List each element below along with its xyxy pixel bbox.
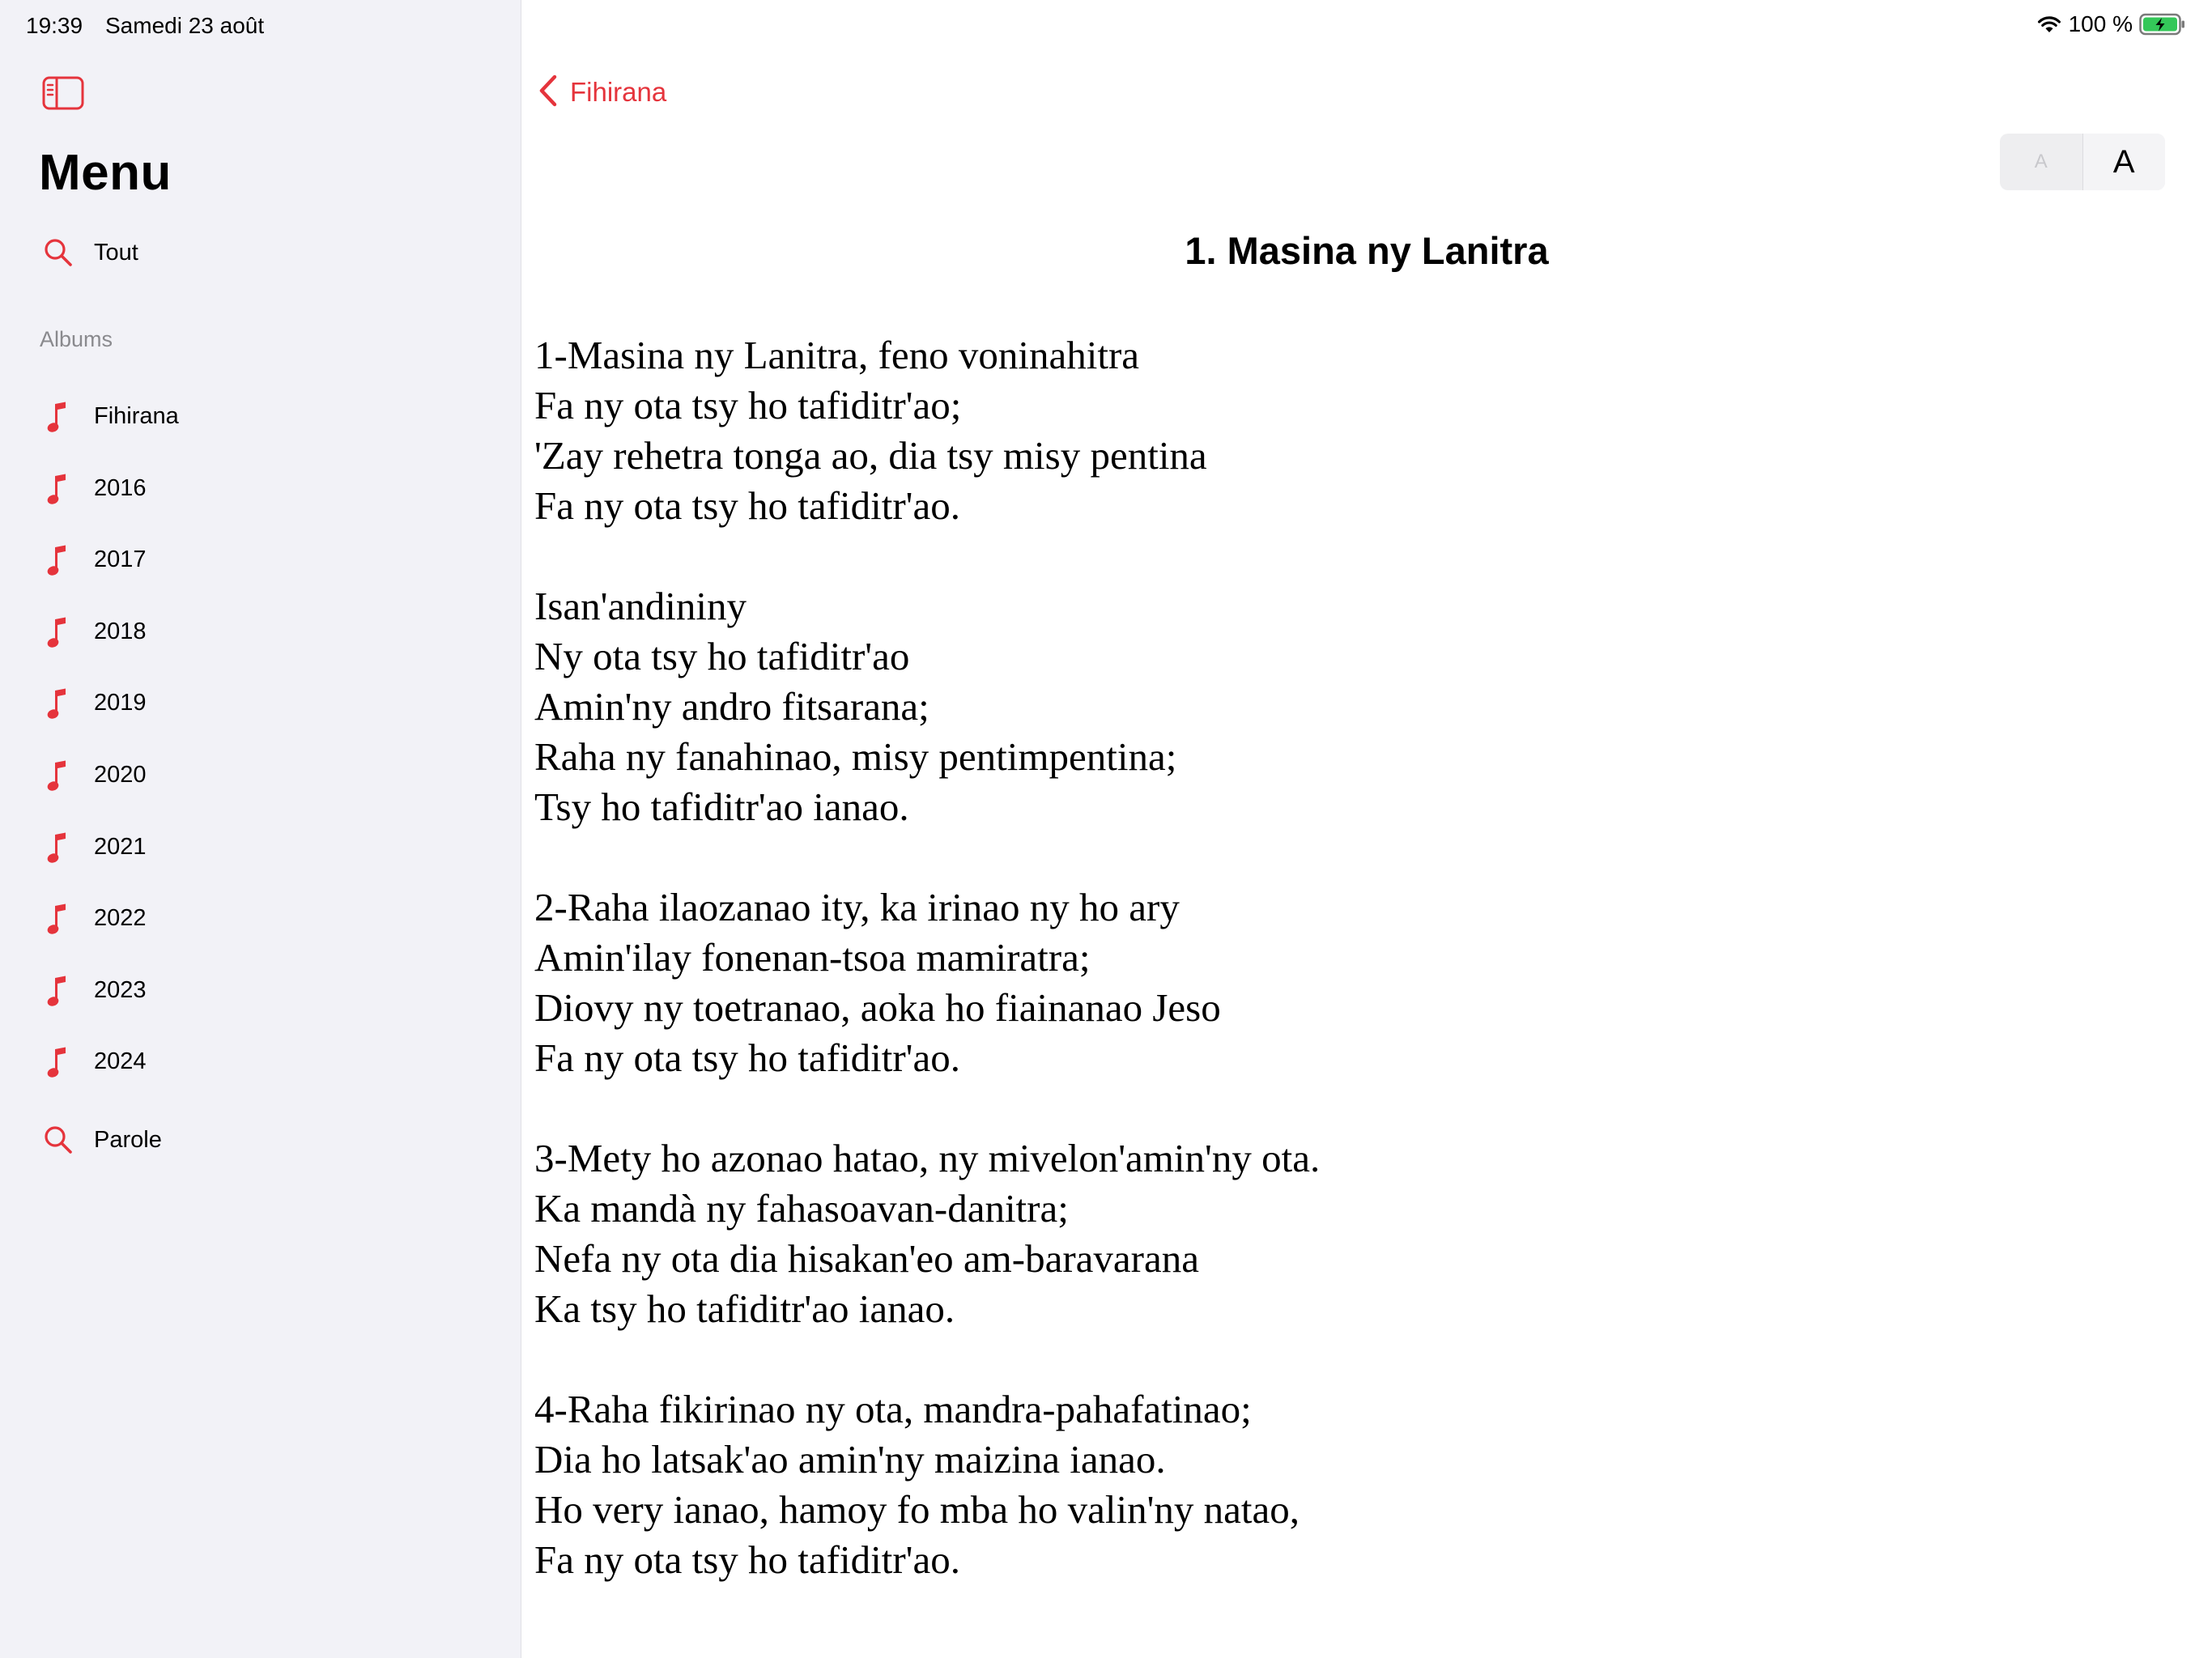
sidebar-item-search-lyrics[interactable] bbox=[39, 1116, 492, 1164]
sidebar-item-label: Parole bbox=[94, 1126, 162, 1153]
lyric-line: 'Zay rehetra tonga ao, dia tsy misy pentina bbox=[534, 433, 1207, 478]
battery-percent: 100 % bbox=[2068, 11, 2133, 36]
sidebar-item-album[interactable] bbox=[39, 894, 492, 942]
song-title: 1. Masina ny Lanitra bbox=[1185, 229, 1549, 272]
lyric-line: Fa ny ota tsy ho tafiditr'ao. bbox=[534, 1537, 960, 1582]
back-button-label: Fihirana bbox=[570, 77, 667, 107]
increase-font-button[interactable]: A bbox=[2083, 134, 2166, 190]
lyric-line: Fa ny ota tsy ho tafiditr'ao; bbox=[534, 383, 962, 427]
sidebar-item-album[interactable] bbox=[39, 392, 492, 440]
sidebar-item-album[interactable] bbox=[39, 1037, 492, 1086]
lyric-line: Nefa ny ota dia hisakan'eo am-baravarana bbox=[534, 1236, 1199, 1281]
sidebar-item-label: Tout bbox=[94, 239, 138, 266]
lyric-line: Isan'andininy bbox=[534, 584, 747, 628]
music-note-icon bbox=[39, 971, 78, 1010]
music-note-icon bbox=[39, 1042, 78, 1081]
sidebar-title: Menu bbox=[39, 145, 172, 201]
font-size-control bbox=[2000, 134, 2165, 190]
chevron-left-icon bbox=[538, 74, 559, 112]
lyric-line: Ka mandà ny fahasoavan-danitra; bbox=[534, 1186, 1069, 1231]
lyric-line: 4-Raha fikirinao ny ota, mandra-pahafatinao; bbox=[534, 1387, 1252, 1431]
sidebar-item-album[interactable] bbox=[39, 535, 492, 584]
lyric-line: Fa ny ota tsy ho tafiditr'ao. bbox=[534, 1035, 960, 1080]
music-note-icon bbox=[39, 469, 78, 508]
lyric-line: Dia ho latsak'ao amin'ny maizina ianao. bbox=[534, 1437, 1166, 1482]
sidebar-item-label: 2022 bbox=[94, 904, 147, 931]
wifi-icon bbox=[2036, 15, 2062, 34]
status-time: 19:39 bbox=[26, 13, 83, 38]
lyric-line: 1-Masina ny Lanitra, feno voninahitra bbox=[534, 333, 1140, 377]
sidebar-item-album[interactable] bbox=[39, 966, 492, 1014]
lyric-stanza bbox=[534, 1133, 2154, 1334]
lyric-line: Diovy ny toetranao, aoka ho fiainanao Jeso bbox=[534, 985, 1221, 1030]
music-note-icon bbox=[39, 827, 78, 866]
sidebar-item-label: 2018 bbox=[94, 618, 147, 644]
lyric-line: Amin'ilay fonenan-tsoa mamiratra; bbox=[534, 935, 1091, 980]
lyric-line: Tsy ho tafiditr'ao ianao. bbox=[534, 784, 909, 829]
music-note-icon bbox=[39, 899, 78, 937]
search-icon bbox=[39, 233, 78, 272]
lyric-line: Fa ny ota tsy ho tafiditr'ao. bbox=[534, 483, 960, 528]
sidebar-item-album[interactable] bbox=[39, 678, 492, 727]
search-icon bbox=[39, 1120, 78, 1159]
sidebar-item-label: Fihirana bbox=[94, 402, 179, 429]
sidebar-item-album[interactable] bbox=[39, 607, 492, 656]
music-note-icon bbox=[39, 540, 78, 579]
status-indicators bbox=[2036, 11, 2186, 37]
sidebar-item-label: 2021 bbox=[94, 833, 147, 860]
sidebar-item-label: 2023 bbox=[94, 976, 147, 1003]
sidebar-item-label: 2020 bbox=[94, 761, 147, 788]
lyric-line: Amin'ny andro fitsarana; bbox=[534, 684, 929, 729]
music-note-icon bbox=[39, 612, 78, 651]
sidebar bbox=[0, 0, 521, 1658]
albums-section-header: Albums bbox=[40, 327, 113, 351]
lyric-stanza bbox=[534, 330, 2154, 531]
music-note-icon bbox=[39, 683, 78, 722]
lyric-stanza bbox=[534, 882, 2154, 1083]
status-bar bbox=[0, 0, 2212, 50]
decrease-font-button[interactable]: A bbox=[2000, 134, 2083, 190]
song-detail-pane bbox=[521, 0, 2212, 1658]
sidebar-item-label: 2024 bbox=[94, 1048, 147, 1074]
battery-charging-icon bbox=[2139, 13, 2186, 36]
sidebar-item-album[interactable] bbox=[39, 823, 492, 871]
sidebar-toggle-icon[interactable] bbox=[42, 76, 84, 110]
sidebar-item-search-all[interactable] bbox=[39, 228, 492, 277]
lyric-line: Ka tsy ho tafiditr'ao ianao. bbox=[534, 1286, 955, 1331]
lyric-stanza bbox=[534, 581, 2154, 832]
lyrics-text bbox=[534, 330, 2154, 1635]
sidebar-item-album[interactable] bbox=[39, 750, 492, 799]
sidebar-item-label: 2016 bbox=[94, 474, 147, 501]
lyric-line: 3-Mety ho azonao hatao, ny mivelon'amin'ny ota. bbox=[534, 1136, 1321, 1180]
lyric-line: 2-Raha ilaozanao ity, ka irinao ny ho ary bbox=[534, 885, 1180, 929]
sidebar-item-label: 2019 bbox=[94, 689, 147, 716]
back-button[interactable] bbox=[538, 71, 666, 113]
sidebar-item-album[interactable] bbox=[39, 464, 492, 512]
lyric-stanza bbox=[534, 1384, 2154, 1585]
music-note-icon bbox=[39, 397, 78, 436]
lyric-line: Ho very ianao, hamoy fo mba ho valin'ny natao, bbox=[534, 1487, 1300, 1532]
lyric-line: Ny ota tsy ho tafiditr'ao bbox=[534, 634, 910, 678]
sidebar-item-label: 2017 bbox=[94, 546, 147, 572]
lyric-line: Raha ny fanahinao, misy pentimpentina; bbox=[534, 734, 1177, 779]
music-note-icon bbox=[39, 755, 78, 794]
status-date: Samedi 23 août bbox=[105, 13, 265, 38]
